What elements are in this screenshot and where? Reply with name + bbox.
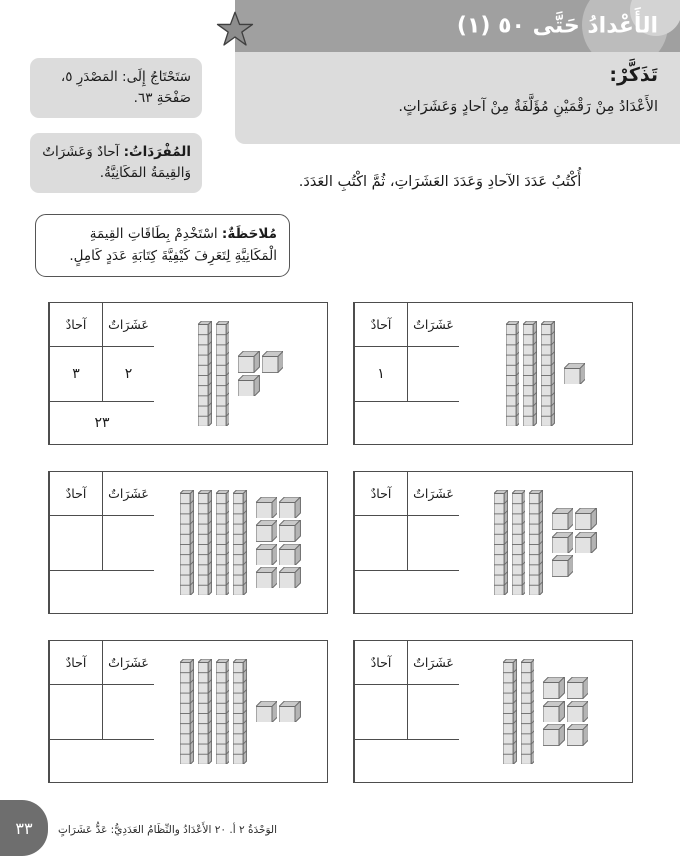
page-title: الأَعْدادُ حَتَّى ٥٠ (١) — [456, 13, 658, 39]
answer-cell-tens[interactable] — [407, 347, 459, 401]
page-number: ٣٣ — [15, 818, 33, 838]
unit-cubes-group — [256, 701, 301, 722]
answer-cell-tens[interactable] — [407, 516, 459, 570]
unit-cube-icon — [279, 567, 300, 588]
base-ten-blocks-illustration — [154, 472, 327, 613]
header-cell-ones: آحادٌ — [65, 486, 87, 501]
remember-title: تَذَكَّرْ: — [609, 64, 658, 86]
exercise-item — [48, 640, 328, 783]
unit-cube-icon — [256, 520, 277, 541]
answer-cell-total[interactable] — [355, 740, 459, 782]
unit-cubes-group — [564, 363, 585, 384]
unit-cube-icon — [567, 701, 588, 722]
header-cell-ones: آحادٌ — [370, 486, 392, 501]
remember-callout — [235, 52, 680, 144]
answer-cell-total[interactable] — [50, 740, 154, 782]
tens-rods-group — [180, 490, 247, 595]
header-cell-tens: عَشَرَاتٌ — [102, 641, 154, 684]
unit-cube-icon — [575, 532, 596, 553]
tens-rod-icon — [541, 321, 555, 426]
answer-cell-tens[interactable] — [102, 516, 154, 570]
place-value-total-row — [50, 402, 154, 444]
place-value-header-row — [355, 641, 459, 684]
answer-cell-total[interactable] — [50, 571, 154, 613]
unit-cube-icon — [552, 555, 573, 576]
place-value-header-row — [355, 472, 459, 515]
header-cell-tens: عَشَرَاتٌ — [407, 303, 459, 346]
base-ten-blocks-illustration — [459, 303, 632, 444]
unit-cube-icon — [238, 351, 259, 372]
unit-cube-icon — [575, 508, 596, 529]
tens-rod-icon — [180, 490, 194, 595]
tens-rod-icon — [198, 659, 212, 764]
unit-cube-icon — [543, 677, 564, 698]
answer-cell-tens[interactable] — [102, 685, 154, 739]
exercise-item — [48, 302, 328, 445]
place-value-header-row — [50, 303, 154, 346]
answer-cell-ones[interactable] — [50, 516, 102, 570]
unit-cube-icon — [552, 508, 573, 529]
unit-cube-icon — [256, 544, 277, 565]
unit-cube-icon — [543, 701, 564, 722]
unit-cube-icon — [256, 567, 277, 588]
answer-cell-tens[interactable]: ٢ — [102, 347, 154, 401]
remember-text: الأَعْدَادُ مِنْ رَقْمَيْنِ مُؤَلَّفَةٌ مِنْ آحادٍ وَعَشَرَاتٍ. — [398, 98, 658, 115]
materials-needed-text: سَتَحْتَاجُ إِلَى: المَصْدَرِ ٥، صَفْحَةِ ٦٣. — [60, 69, 191, 106]
vocabulary-label: المُفْرَدَاتُ: — [123, 144, 191, 160]
header-cell-ones: آحادٌ — [370, 317, 392, 332]
tens-rod-icon — [216, 321, 230, 426]
tens-rod-icon — [506, 321, 520, 426]
place-value-header-row — [50, 641, 154, 684]
vocabulary-callout — [30, 133, 202, 193]
tens-rod-icon — [494, 490, 508, 595]
answer-cell-ones[interactable] — [355, 685, 407, 739]
header-cell-tens: عَشَرَاتٌ — [102, 472, 154, 515]
unit-cube-icon — [564, 363, 585, 384]
unit-cube-icon — [256, 701, 277, 722]
place-value-table — [49, 641, 154, 782]
unit-cubes-group — [543, 677, 588, 745]
page-number-badge — [0, 800, 48, 856]
note-label: مُلاحَظَةٌ: — [221, 226, 277, 242]
exercise-grid — [48, 302, 633, 783]
unit-cubes-group — [552, 508, 597, 576]
place-value-total-row — [50, 571, 154, 613]
answer-cell-total[interactable] — [355, 402, 459, 444]
tens-rod-icon — [521, 659, 535, 764]
note-text: اسْتَخْدِمْ بِطَاقَاتِ القِيمَةِ الْمَكَانِيَّةِ لِتَعَرِفَ كَيْفِيَّةَ كِتَابَةِ عَدَدٍ كَامِلٍ. — [69, 226, 277, 264]
unit-cube-icon — [262, 351, 283, 372]
base-ten-blocks-illustration — [459, 641, 632, 782]
place-value-answer-row — [50, 346, 154, 402]
exercise-item — [353, 302, 633, 445]
answer-cell-total[interactable] — [355, 571, 459, 613]
place-value-answer-row — [355, 684, 459, 740]
header-cell-ones: آحادٌ — [65, 317, 87, 332]
tens-rod-icon — [198, 490, 212, 595]
place-value-table — [354, 303, 459, 444]
place-value-answer-row — [50, 684, 154, 740]
answer-cell-ones[interactable]: ٣ — [72, 365, 80, 382]
place-value-total-row — [50, 740, 154, 782]
answer-cell-ones[interactable]: ١ — [377, 365, 385, 382]
header-cell-tens: عَشَرَاتٌ — [407, 472, 459, 515]
tens-rods-group — [503, 659, 534, 764]
tens-rod-icon — [503, 659, 517, 764]
header-cell-tens: عَشَرَاتٌ — [102, 303, 154, 346]
tens-rods-group — [198, 321, 229, 426]
tens-rods-group — [180, 659, 247, 764]
tens-rods-group — [494, 490, 543, 595]
tens-rod-icon — [523, 321, 537, 426]
header-cell-tens: عَشَرَاتٌ — [407, 641, 459, 684]
answer-cell-tens[interactable] — [407, 685, 459, 739]
unit-cube-icon — [552, 532, 573, 553]
unit-cube-icon — [567, 677, 588, 698]
answer-cell-ones[interactable] — [355, 516, 407, 570]
place-value-table — [49, 303, 154, 444]
unit-cube-icon — [567, 724, 588, 745]
answer-cell-total[interactable]: ٢٣ — [94, 414, 110, 431]
unit-cube-icon — [543, 724, 564, 745]
place-value-table — [354, 472, 459, 613]
instruction-text: أُكْتُبُ عَدَدَ الآحادِ وَعَدَدَ العَشَرَاتِ، ثُمَّ اكْتُبِ العَدَدَ. — [298, 174, 582, 190]
place-value-answer-row — [355, 346, 459, 402]
exercise-item — [353, 471, 633, 614]
tens-rod-icon — [216, 659, 230, 764]
exercise-item — [48, 471, 328, 614]
star-icon — [216, 10, 254, 48]
place-value-total-row — [355, 402, 459, 444]
place-value-answer-row — [355, 515, 459, 571]
place-value-header-row — [50, 472, 154, 515]
base-ten-blocks-illustration — [154, 641, 327, 782]
unit-cube-icon — [279, 520, 300, 541]
place-value-total-row — [355, 740, 459, 782]
tens-rod-icon — [180, 659, 194, 764]
place-value-table — [354, 641, 459, 782]
header-cell-ones: آحادٌ — [370, 655, 392, 670]
tens-rod-icon — [233, 659, 247, 764]
unit-cube-icon — [279, 544, 300, 565]
tens-rod-icon — [512, 490, 526, 595]
place-value-table — [49, 472, 154, 613]
tens-rod-icon — [198, 321, 212, 426]
unit-cube-icon — [238, 375, 259, 396]
unit-cube-icon — [279, 701, 300, 722]
note-callout — [35, 214, 290, 277]
header-cell-ones: آحادٌ — [65, 655, 87, 670]
place-value-header-row — [355, 303, 459, 346]
answer-cell-ones[interactable] — [50, 685, 102, 739]
unit-cube-icon — [279, 497, 300, 518]
base-ten-blocks-illustration — [459, 472, 632, 613]
tens-rod-icon — [233, 490, 247, 595]
tens-rod-icon — [216, 490, 230, 595]
exercise-item — [353, 640, 633, 783]
unit-cubes-group — [238, 351, 283, 396]
place-value-answer-row — [50, 515, 154, 571]
unit-cube-icon — [256, 497, 277, 518]
tens-rods-group — [506, 321, 555, 426]
tens-rod-icon — [529, 490, 543, 595]
footer-caption: الوَحْدَةُ ٢ أ. ٢٠ الأَعْدَادُ والنِّظَامُ العَدَدِيُّ: عَدُّ عَشَرَاتٍ — [58, 824, 278, 836]
unit-cubes-group — [256, 497, 301, 589]
page-header-bar — [235, 0, 680, 52]
materials-needed-callout — [30, 58, 202, 118]
vocabulary-text: آحادٌ وَعَشَرَاتٌ وَالقِيمَةُ المَكَانِيَّةُ. — [42, 144, 191, 181]
base-ten-blocks-illustration — [154, 303, 327, 444]
place-value-total-row — [355, 571, 459, 613]
